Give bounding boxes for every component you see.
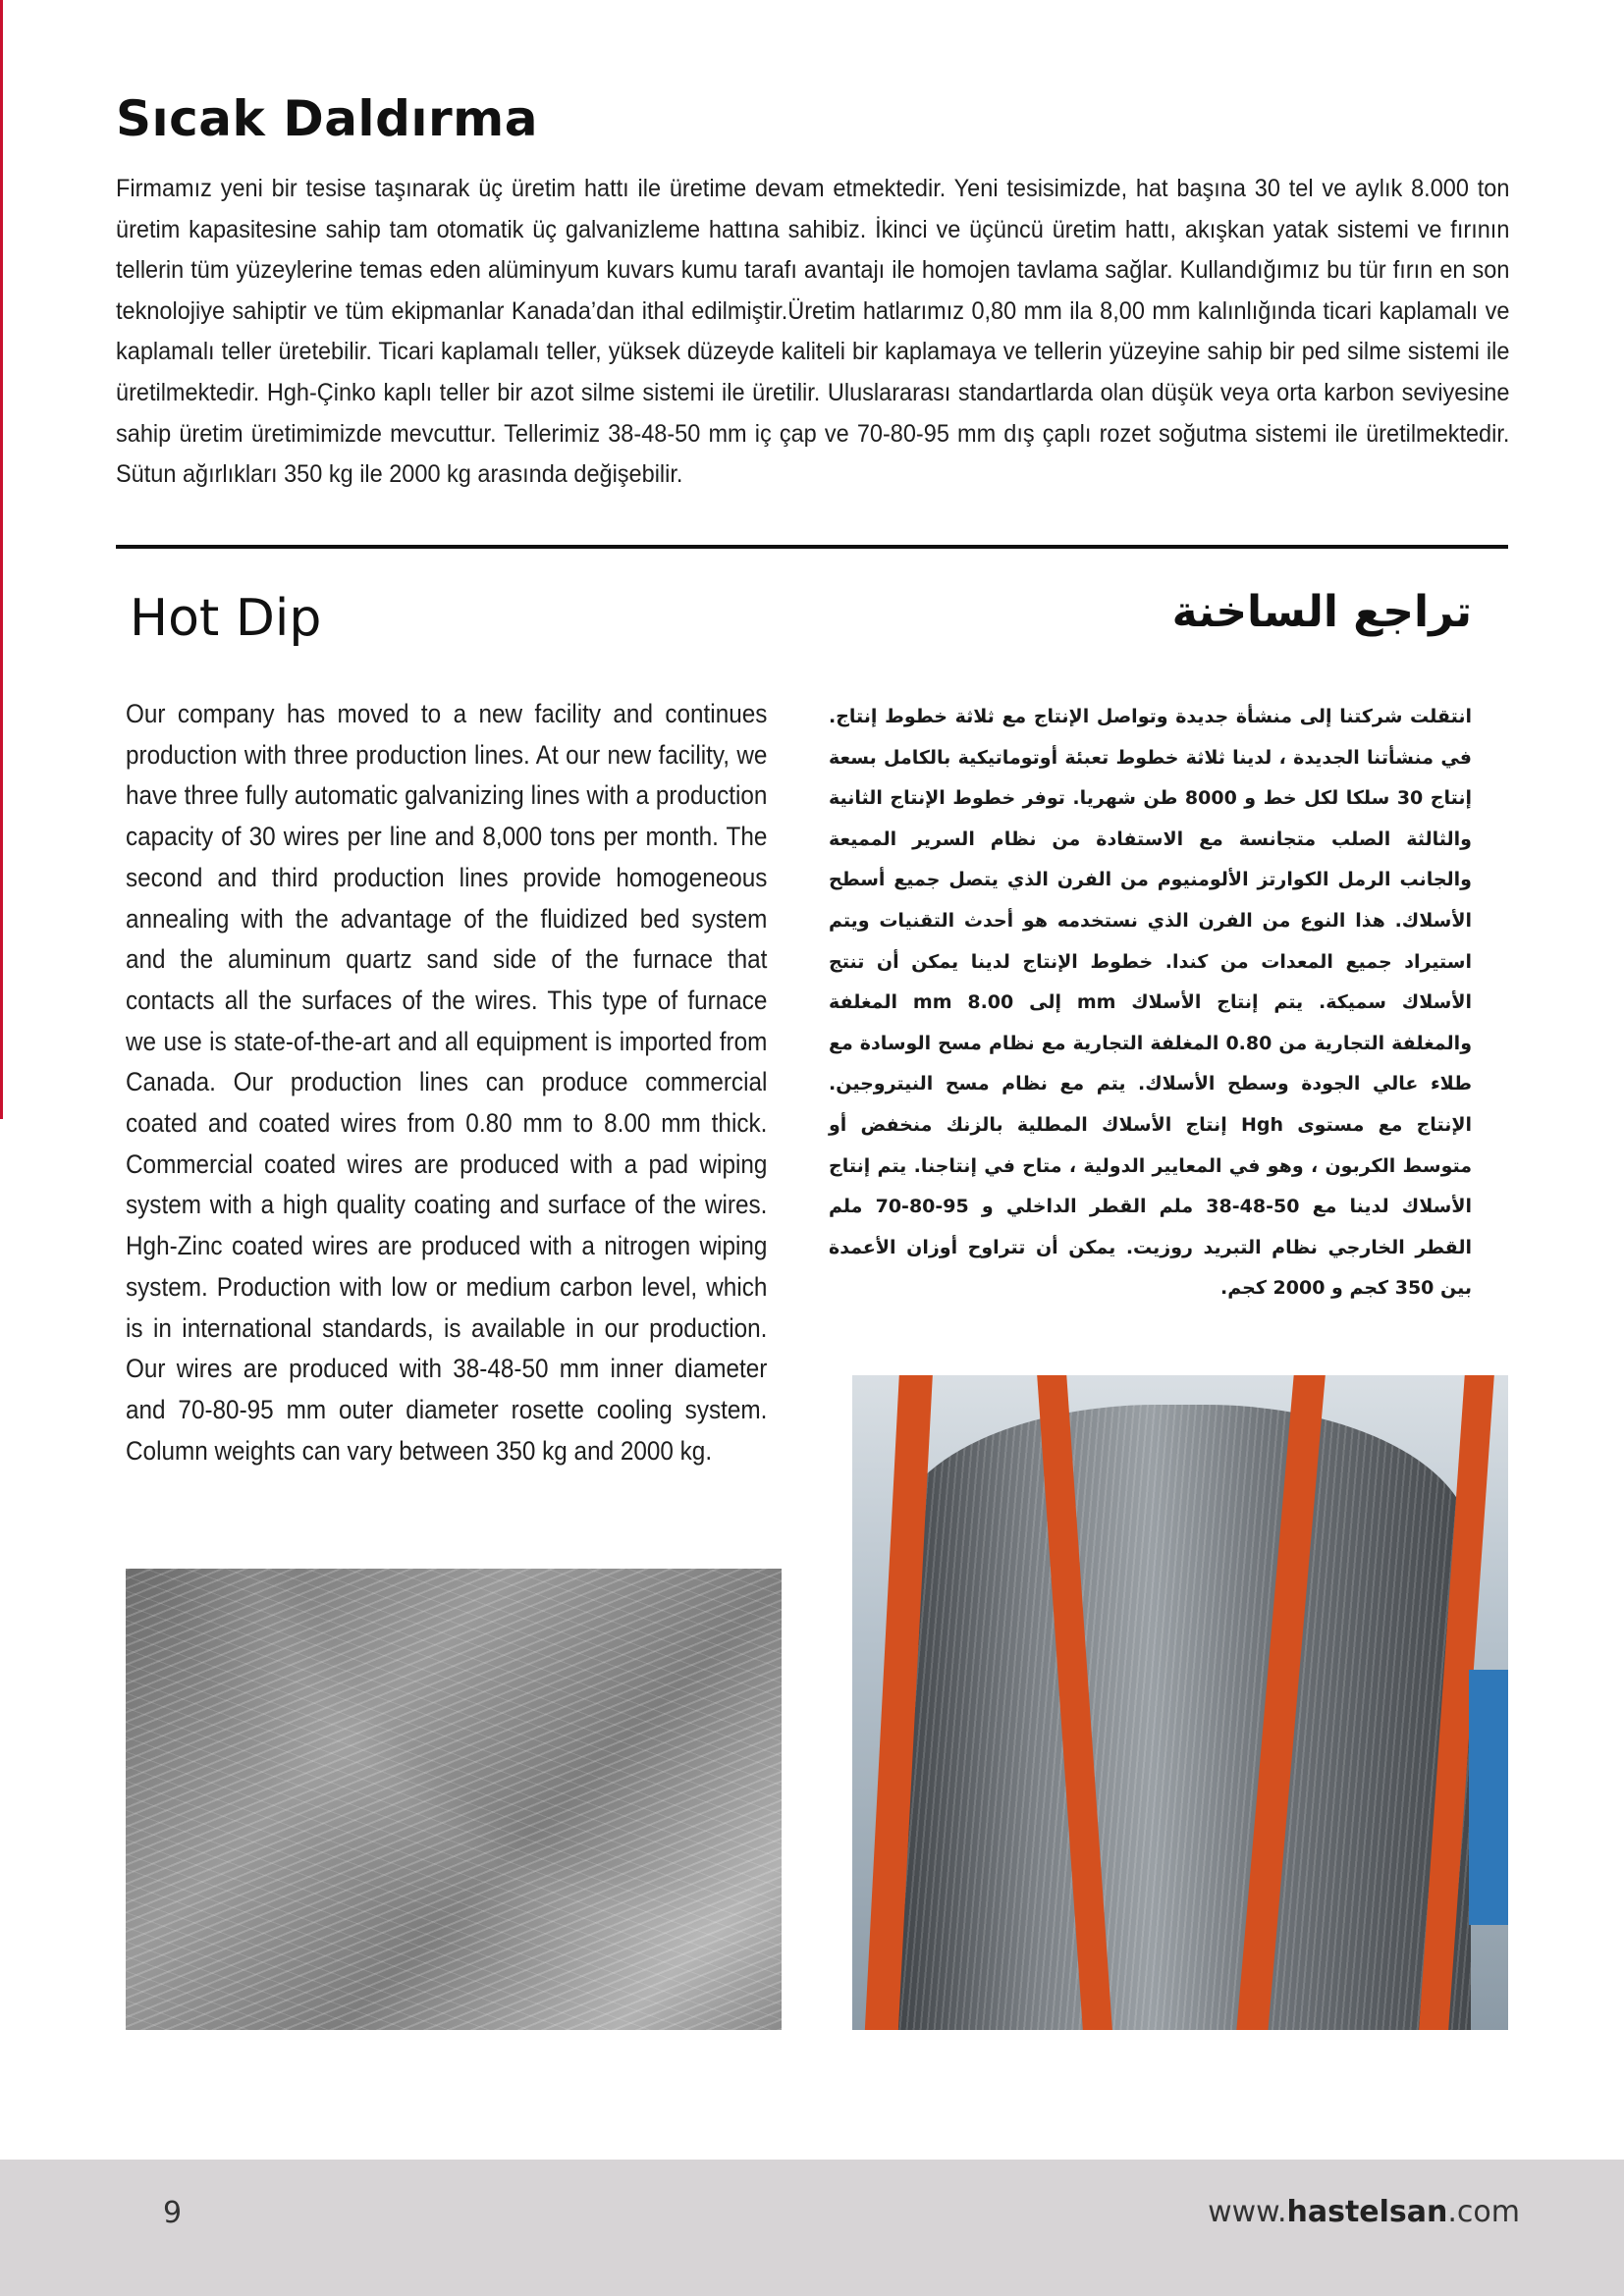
background-blue-frame xyxy=(1469,1670,1508,1925)
url-suffix: .com xyxy=(1447,2195,1520,2229)
page-number: 9 xyxy=(163,2196,183,2230)
wire-coil-on-rack-photo xyxy=(852,1375,1508,2030)
wire-coil-closeup-photo xyxy=(126,1569,782,2030)
url-prefix: www. xyxy=(1208,2195,1287,2229)
arabic-title: تراجع الساخنة xyxy=(1171,587,1472,637)
website-link[interactable] xyxy=(1208,2195,1520,2229)
wire-coil-shape xyxy=(892,1405,1471,2030)
turkish-title: Sıcak Daldırma xyxy=(116,90,538,147)
section-divider xyxy=(116,545,1508,549)
english-paragraph: Our company has moved to a new facility and continues production with three production lines. At our new facility, we have three fully automatic galvanizing lines with a production capacity of 30 wires per line and 8,000 tons per month. The second and third production lines provide homogeneous annealing with the advantage of the fluidized bed system and the aluminum quartz sand side of the furnace that contacts all the surfaces of the wires. This type of furnace we use is state-of-the-art and all equipment is imported from Canada. Our production lines can produce commercial coated and coated wires from 0.80 mm to 8.00 mm thick. Commercial coated wires are produced with a pad wiping system with a high quality coating and surface of the wires. Hgh-Zinc coated wires are produced with a nitrogen wiping system. Production with low or medium carbon level, which is in international standards, is available in our production. Our wires are produced with 38-48-50 mm inner diameter and 70-80-95 mm outer diameter rosette cooling system. Column weights can vary between 350 kg and 2000 kg. xyxy=(126,699,768,1466)
english-title: Hot Dip xyxy=(130,589,322,648)
left-edge-accent xyxy=(0,0,3,1119)
url-brand: hastelsan xyxy=(1286,2195,1448,2229)
arabic-paragraph: انتقلت شركتنا إلى منشأة جديدة وتواصل الإنتاج مع ثلاثة خطوط إنتاج. في منشأتنا الجديدة ، لدينا ثلاثة خطوط تعبئة أوتوماتيكية بالكامل بسعة إنتاج 30 سلكا لكل خط و 8000 طن شهريا. توفر خطوط الإنتاج الثانية والثالثة الصلب متجانسة مع الاستفادة من نظام السرير المميعة والجانب الرمل الكوارتز الألومنيوم من الفرن الذي يتصل جميع أسطح الأسلاك. هذا النوع من الفرن الذي نستخدمه هو أحدث التقنيات ويتم استيراد جميع المعدات من كندا. خطوط الإنتاج لدينا يمكن أن تنتج الأسلاك سميكة. يتم إنتاج الأسلاك mm إلى 8.00 mm المغلفة والمغلفة التجارية من 0.80 المغلفة التجارية مع نظام مسح الوسادة مع طلاء عالي الجودة وسطح الأسلاك. يتم مع نظام مسح النيتروجين. الإنتاج مع مستوى Hgh إنتاج الأسلاك المطلية بالزنك منخفض أو متوسط الكربون ، وهو في المعايير الدولية ، متاح في إنتاجنا. يتم إنتاج الأسلاك لدينا مع 50-48-38 ملم القطر الداخلي و 95-80-70 ملم القطر الخارجي نظام التبريد روزيت. يمكن أن تتراوح أوزان الأعمدة بين 350 كجم و 2000 كجم. xyxy=(829,706,1473,1300)
turkish-paragraph: Firmamız yeni bir tesise taşınarak üç üretim hattı ile üretime devam etmektedir. Yeni tesisimizde, hat başına 30 tel ve aylık 8.000 ton üretim kapasitesine sahip tam otomatik üç galvanizleme hattına sahibiz. İkinci ve üçüncü üretim hattı, akışkan yatak sistemi ve fırının tellerin tüm yüzeylerine temas eden alüminyum kuvars kumu tarafı avantajı ile homojen tavlama sağlar. Kullandığımız bu tür fırın en son teknolojiye sahiptir ve tüm ekipmanlar Kanada’dan ithal edilmiştir.Üretim hatlarımız 0,80 mm ila 8,00 mm kalınlığında ticari kaplamalı ve kaplamalı teller üretebilir. Ticari kaplamalı teller, yüksek düzeyde kaliteli bir kaplamaya ve tellerin yüzeyine sahip bir ped silme sistemi ile üretilmektedir. Hgh-Çinko kaplı teller bir azot silme sistemi ile üretilir. Uluslararası standartlarda olan düşük veya orta karbon seviyesine sahip üretim üretimimizde mevcuttur. Tellerimiz 38-48-50 mm iç çap ve 70-80-95 mm dış çaplı rozet soğutma sistemi ile üretilmektedir. Sütun ağırlıkları 350 kg ile 2000 kg arasında değişebilir. xyxy=(116,175,1510,489)
